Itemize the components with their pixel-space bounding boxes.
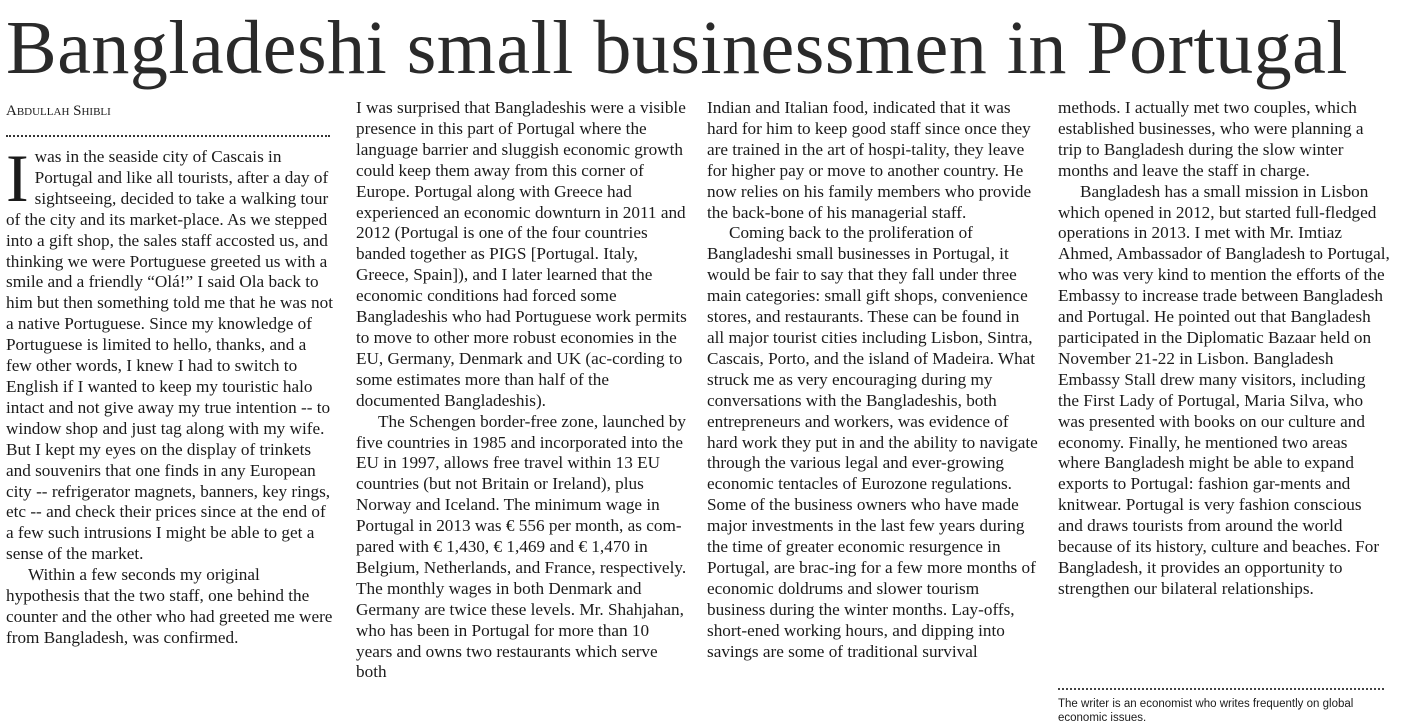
paragraph: The Schengen border-free zone, launched by five countries in 1985 and incorporated into the EU in 1997, allows free travel within 13 EU countries (but not Britain or Ireland), plus Norway and Iceland. The minimum wage in Portugal in 2013 was € 556 per month, as com-pared with € 1,430, € 1,469 and € 1,470 in Belgium, Netherlands, and France, respectively. The monthly wages in both Denmark and Germany are twice these levels. Mr. Shahjahan, who has been in Portugal for more than 10 years and owns two restaurants which serve both: [356, 411, 687, 682]
drop-cap: I: [6, 140, 29, 216]
byline-divider: [6, 135, 330, 137]
byline: Abdullah Shibli: [6, 103, 111, 119]
headline: Bangladeshi small businessmen in Portugal: [6, 6, 1348, 90]
lead-paragraph-text: was in the seaside city of Cascais in Portugal and like all tourists, after a day of sightseeing, decided to take a walking tour of the city and its market-place. As we stepped into a gift shop, the sales staff accosted us, and thinking we were Portuguese greeted us with a smile and a friendly “Olá!” I said Ola back to him but then something told me that he was not a native Portuguese. Since my knowledge of Portuguese is limited to hello, thanks, and a few other words, I knew I had to switch to English if I wanted to keep my touristic halo intact and not give away my true intention -- to window shop and just tag along with my wife. But I kept my eyes on the display of trinkets and souvenirs that one finds in any European city -- refrigerator magnets, banners, key rings, etc -- and check their prices since at the end of a few such intrusions I might be able to get a sense of the market.: [6, 147, 333, 564]
article-column-1: [6, 140, 336, 649]
article-column-2: [356, 98, 688, 683]
article-column-3: [707, 98, 1039, 662]
paragraph: Indian and Italian food, indicated that it was hard for him to keep good staff since once they are trained in the art of hospi-tality, they leave for higher pay or move to another country. He now relies on his family members who provide the back-bone of his managerial staff.: [707, 98, 1032, 222]
article-column-4: [1058, 98, 1390, 600]
lead-paragraph: [6, 140, 336, 565]
paragraph: I was surprised that Bangladeshis were a visible presence in this part of Portugal where the language barrier and sluggish economic growth could keep them away from this corner of Europe. Portugal along with Greece had experienced an economic downturn in 2011 and 2012 (Portugal is one of the four countries banded together as PIGS [Portugal. Italy, Greece, Spain]), and I later learned that the economic conditions had forced some Bangladeshis who had Portuguese work permits to move to other more robust economies in the EU, Germany, Denmark and UK (ac-cording to some estimates more than half of the documented Bangladeshis).: [356, 98, 687, 410]
author-footnote: The writer is an economist who writes frequently on global economic issues.: [1058, 698, 1354, 724]
paragraph: Coming back to the proliferation of Bangladeshi small businesses in Portugal, it would be fair to say that they fall under three main categories: small gift shops, convenience stores, and restaurants. These can be found in all major tourist cities including Lisbon, Sintra, Cascais, Porto, and the island of Madeira. What struck me as very encouraging during my conversations with the Bangladeshis, both entrepreneurs and workers, was evidence of hard work they put in and the ability to navigate through the various legal and ever-growing economic tentacles of Eurozone regulations. Some of the business owners who have made major investments in the last few years during the time of greater economic resurgence in Portugal, are brac-ing for a few more months of economic doldrums and slower tourism business during the winter months. Lay-offs, short-ened working hours, and dipping into savings are some of traditional survival: [707, 223, 1038, 661]
footnote-divider: [1058, 688, 1384, 690]
paragraph: Within a few seconds my original hypothesis that the two staff, one behind the counter and the other who had greeted me were from Bangladesh, was confirmed.: [6, 565, 333, 647]
paragraph: methods. I actually met two couples, which established businesses, who were planning a trip to Bangladesh during the slow winter months and leave the staff in charge.: [1058, 98, 1364, 180]
paragraph: Bangladesh has a small mission in Lisbon which opened in 2012, but started full-fledged operations in 2013. I met with Mr. Imtiaz Ahmed, Ambassador of Bangladesh to Portugal, who was very kind to mention the efforts of the Embassy to increase trade between Bangladesh and Portugal. He pointed out that Bangladesh participated in the Diplomatic Bazaar held on November 21-22 in Lisbon. Bangladesh Embassy Stall drew many visitors, including the First Lady of Portugal, Maria Silva, who was presented with books on our culture and economy. Finally, he mentioned two areas where Bangladesh might be able to expand exports to Portugal: fashion gar-ments and knitwear. Portugal is very fashion conscious and draws tourists from around the world because of its history, culture and beaches. For Bangladesh, it provides an opportunity to strengthen our bilateral relationships.: [1058, 181, 1390, 598]
